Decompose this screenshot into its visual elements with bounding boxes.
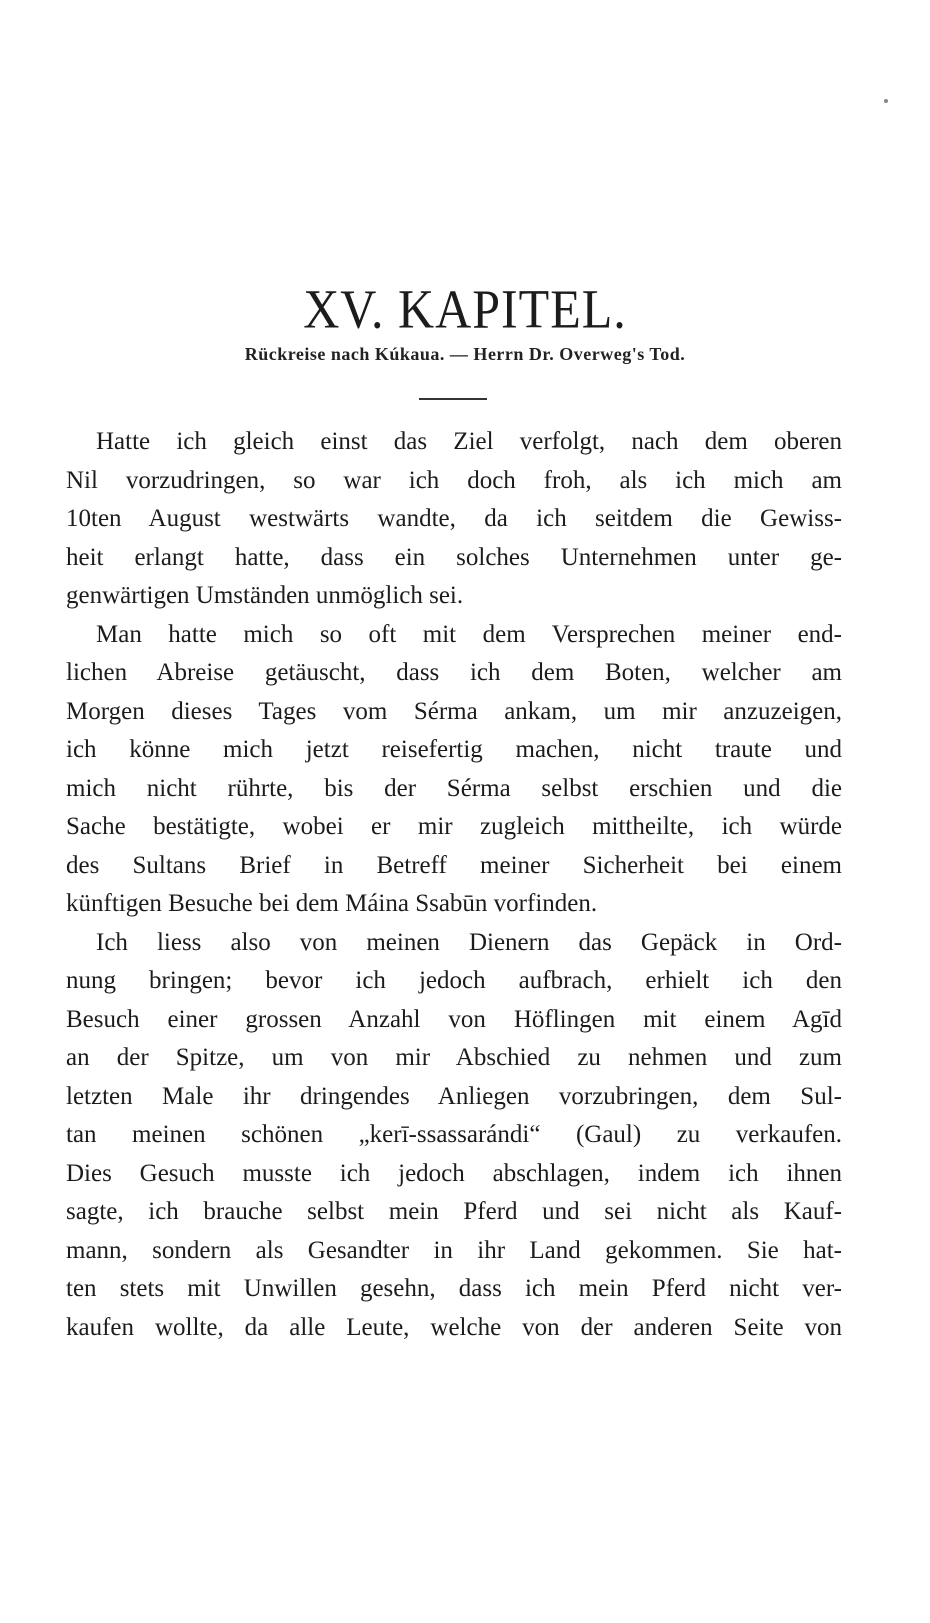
text-line: des Sultans Brief in Betreff meiner Sicherheit bei einem: [66, 851, 842, 879]
text-line: genwärtigen Umständen unmöglich sei.: [66, 582, 464, 609]
text-line: Morgen dieses Tages vom Sérma ankam, um mir anzuzeigen,: [66, 697, 842, 725]
text-line: heit erlangt hatte, dass ein solches Unternehmen unter ge-: [66, 543, 842, 571]
text-line: ten stets mit Unwillen gesehn, dass ich mein Pferd nicht ver-: [66, 1275, 842, 1302]
text-line: lichen Abreise getäuscht, dass ich dem Boten, welcher am: [66, 659, 842, 686]
title-divider: [419, 398, 487, 400]
text-line: tan meinen schönen „kerī-ssassarándi“ (Gaul) zu verkaufen.: [66, 1121, 842, 1148]
text-line: Sache bestätigte, wobei er mir zugleich mittheilte, ich würde: [66, 813, 842, 840]
text-line: sagte, ich brauche selbst mein Pferd und sei nicht als Kauf-: [66, 1198, 842, 1225]
paragraph: [66, 616, 842, 924]
text-line: Besuch einer grossen Anzahl von Höflingen mit einem Agīd: [66, 1005, 842, 1033]
text-line: Ich liess also von meinen Dienern das Gepäck in Ord-: [96, 928, 842, 956]
paper-speck: [884, 99, 888, 103]
text-line: Nil vorzudringen, so war ich doch froh, als ich mich am: [66, 466, 842, 494]
text-line: letzten Male ihr dringendes Anliegen vorzubringen, dem Sul-: [66, 1082, 842, 1110]
text-line: kaufen wollte, da alle Leute, welche von der anderen Seite von: [66, 1313, 842, 1341]
text-line: mich nicht rührte, bis der Sérma selbst erschien und die: [66, 774, 842, 802]
body-text: [66, 423, 842, 1347]
text-line: Hatte ich gleich einst das Ziel verfolgt, nach dem oberen: [96, 428, 842, 455]
text-line: künftigen Besuche bei dem Máina Ssabūn vorfinden.: [66, 890, 598, 917]
text-line: ich könne mich jetzt reisefertig machen, nicht traute und: [66, 736, 842, 763]
text-line: Dies Gesuch musste ich jedoch abschlagen, indem ich ihnen: [66, 1159, 842, 1187]
text-line: mann, sondern als Gesandter in ihr Land gekommen. Sie hat-: [66, 1236, 842, 1264]
chapter-summary: Rückreise nach Kúkaua. — Herrn Dr. Overweg's Tod.: [244, 344, 686, 364]
paragraph: [66, 924, 842, 1348]
text-line: 10ten August westwärts wandte, da ich seitdem die Gewiss-: [66, 505, 842, 532]
paragraph: [66, 423, 842, 616]
text-line: Man hatte mich so oft mit dem Versprechen meiner end-: [96, 620, 842, 648]
text-line: an der Spitze, um von mir Abschied zu nehmen und zum: [66, 1044, 842, 1071]
text-line: nung bringen; bevor ich jedoch aufbrach, erhielt ich den: [66, 967, 842, 994]
chapter-title: XV. KAPITEL.: [303, 278, 627, 340]
